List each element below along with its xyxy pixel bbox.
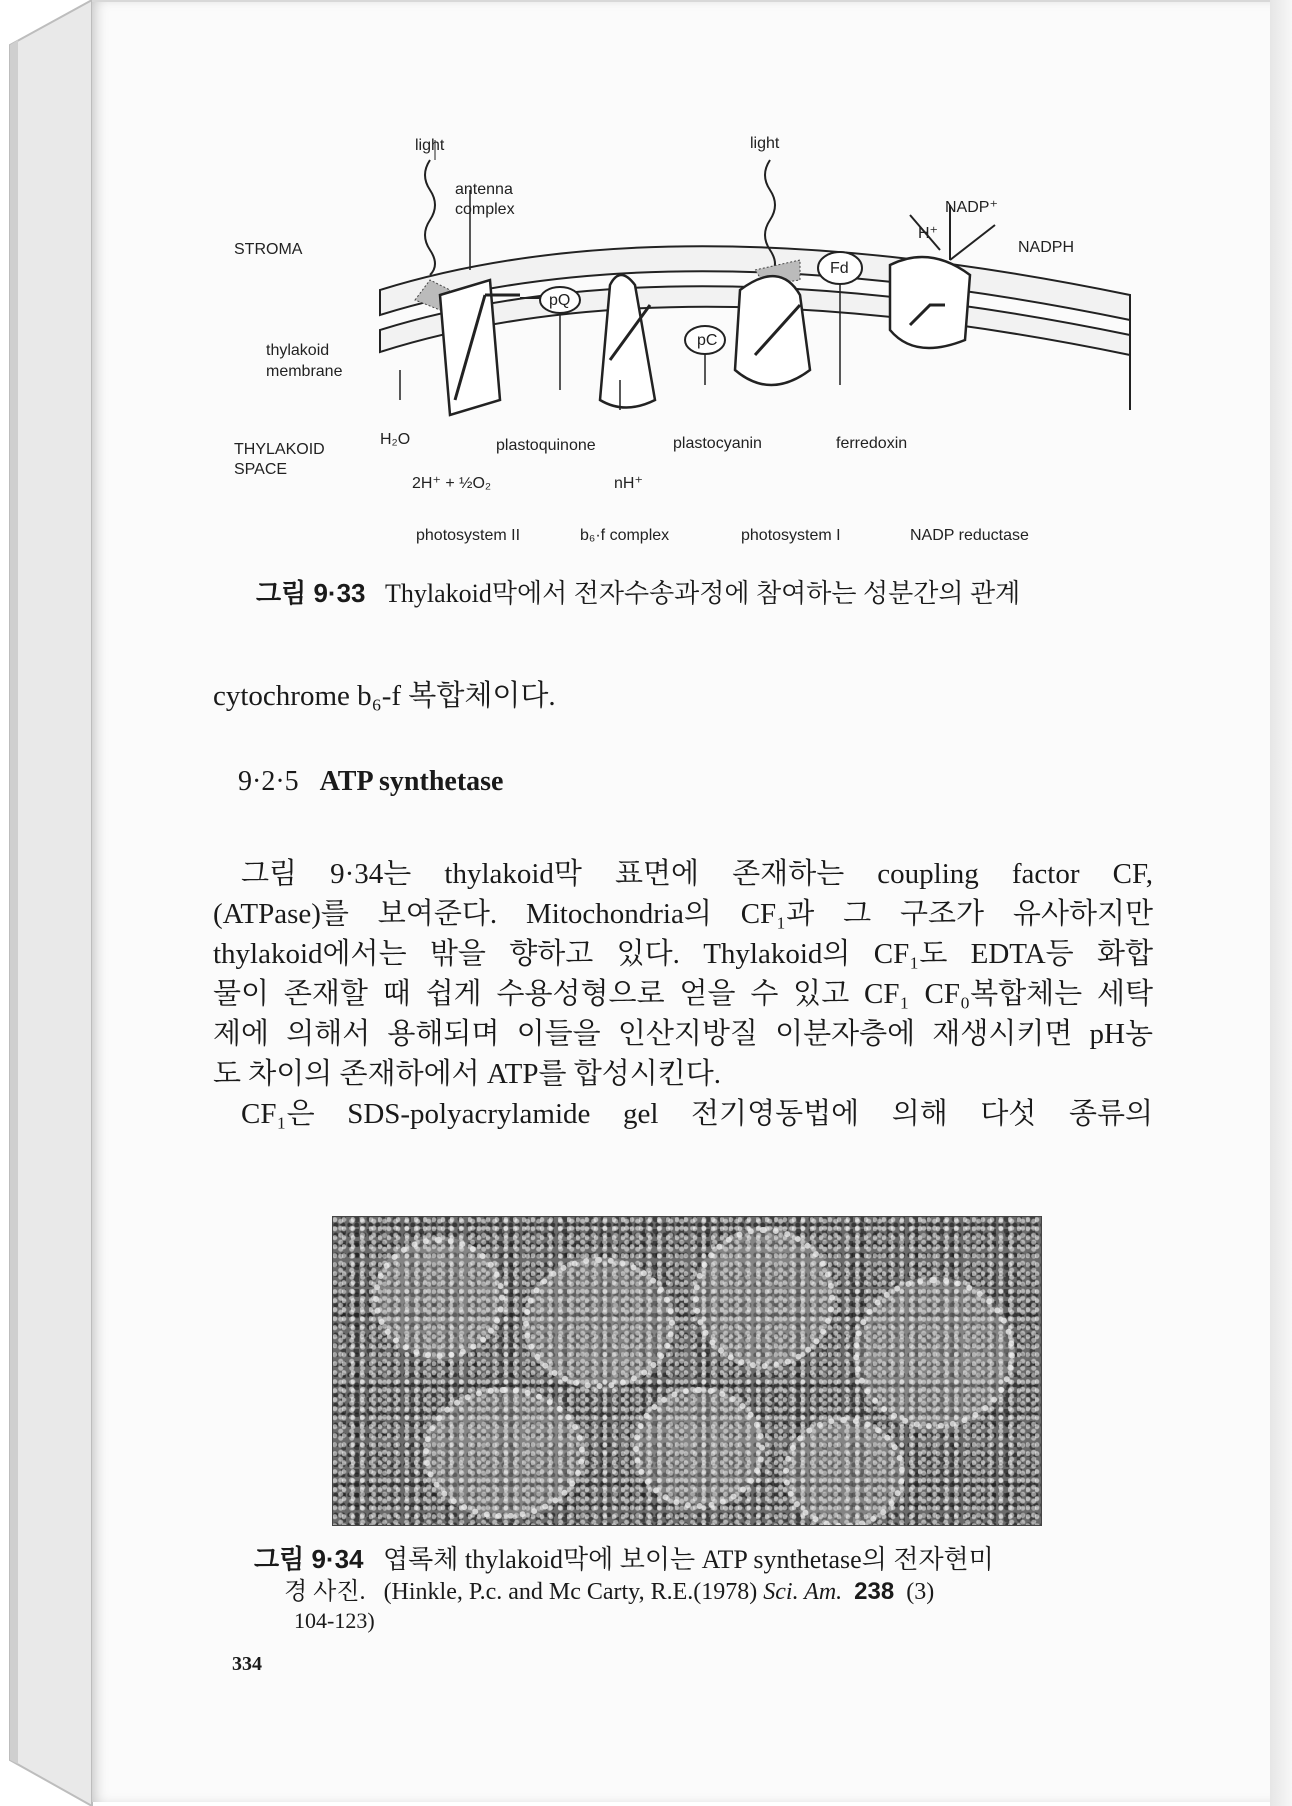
label-b6f-complex: b₆·f complex — [580, 527, 670, 544]
label-light-left: light — [415, 137, 445, 154]
label-pc: pC — [697, 332, 718, 349]
label-products: 2H⁺ + ½O₂ — [412, 475, 492, 492]
book-spine — [0, 0, 100, 1806]
para2-line-1: CF₁은 SDS-polyacrylamide gel 전기영동법에 의해 다섯 종류의 — [241, 1098, 1153, 1130]
label-photosystem-i: photosystem I — [741, 527, 841, 544]
label-h2o: H₂O — [380, 431, 411, 448]
para1-line-5: 제에 의해서 용해되며 이들을 인산지방질 이분자층에 재생시키면 pH농 — [213, 1018, 1153, 1050]
para1-line-3: thylakoid에서는 밖을 향하고 있다. Thylakoid의 CF₁도 EDTA등 화합 — [213, 938, 1153, 970]
label-photosystem-ii: photosystem II — [416, 527, 521, 544]
label-nadph: NADPH — [1018, 239, 1075, 256]
caption-text: Thylakoid막에서 전자수송과정에 참여하는 성분간의 관계 — [385, 579, 1021, 608]
caption-number: 그림 9·33 — [256, 578, 366, 608]
label-fd: Fd — [830, 260, 849, 277]
label-ferredoxin: ferredoxin — [836, 435, 908, 452]
para1-line-1: 그림 9·34는 thylakoid막 표면에 존재하는 coupling factor CF, — [241, 858, 1153, 890]
label-plastocyanin: plastocyanin — [673, 435, 762, 452]
text-line-0: cytochrome b₆-f 복합체이다. — [213, 680, 556, 712]
para1-line-6: 도 차이의 존재하에서 ATP를 합성시킨다. — [213, 1058, 722, 1090]
page-number: 334 — [232, 1653, 262, 1675]
paragraph-1 — [213, 854, 1153, 1134]
para1-line-4: 물이 존재할 때 쉽게 수용성형으로 얻을 수 있고 CF₁ CF₀복합체는 세탁 — [213, 978, 1153, 1010]
light-wave-left — [425, 160, 435, 275]
section-title: ATP synthetase — [319, 766, 504, 797]
section-number: 9·2·5 — [238, 766, 299, 797]
figure-caption-9-33 — [256, 580, 1020, 607]
caption2-volume: 238 — [854, 1578, 895, 1605]
photosystem-i-shape — [735, 276, 810, 385]
caption2-number: 그림 9·34 — [254, 1544, 364, 1574]
nadp-reductase-shape — [890, 257, 970, 348]
caption2-issue: (3) — [906, 1579, 935, 1605]
page-edge — [1270, 0, 1292, 1806]
label-light-right: light — [750, 135, 780, 152]
caption2-line2-a: 경 사진. — [284, 1579, 366, 1605]
label-pq: pQ — [549, 292, 571, 309]
label-nadp-plus: NADP⁺ — [945, 199, 998, 216]
label-thylakoid-space-1: THYLAKOID — [234, 441, 325, 458]
label-antenna: antenna — [455, 181, 513, 198]
label-antenna-complex: complex — [455, 201, 515, 218]
caption2-line1: 엽록체 thylakoid막에 보이는 ATP synthetase의 전자현미 — [383, 1545, 994, 1574]
caption2-pages: 104-123) — [294, 1608, 375, 1633]
label-thylakoid-space-2: SPACE — [234, 461, 288, 478]
caption2-journal: Sci. Am. — [763, 1579, 843, 1605]
section-heading — [238, 766, 503, 798]
caption2-citation: (Hinkle, P.c. and Mc Carty, R.E.(1978) — [383, 1579, 758, 1605]
label-stroma: STROMA — [234, 241, 303, 258]
label-nh: nH⁺ — [614, 475, 643, 492]
label-thylakoid-membrane-1: thylakoid — [266, 342, 330, 359]
label-h-plus: H⁺ — [918, 225, 938, 242]
para1-line-2: (ATPase)를 보여준다. Mitochondria의 CF₁과 그 구조가 유사하지만 — [213, 898, 1153, 930]
figure-caption-9-34-line1 — [254, 1546, 994, 1573]
electron-micrograph — [332, 1216, 1042, 1526]
label-plastoquinone: plastoquinone — [496, 437, 596, 454]
label-nadp-reductase: NADP reductase — [910, 527, 1029, 544]
figure-caption-9-34-line2 — [284, 1580, 934, 1604]
label-thylakoid-membrane-2: membrane — [266, 363, 343, 380]
